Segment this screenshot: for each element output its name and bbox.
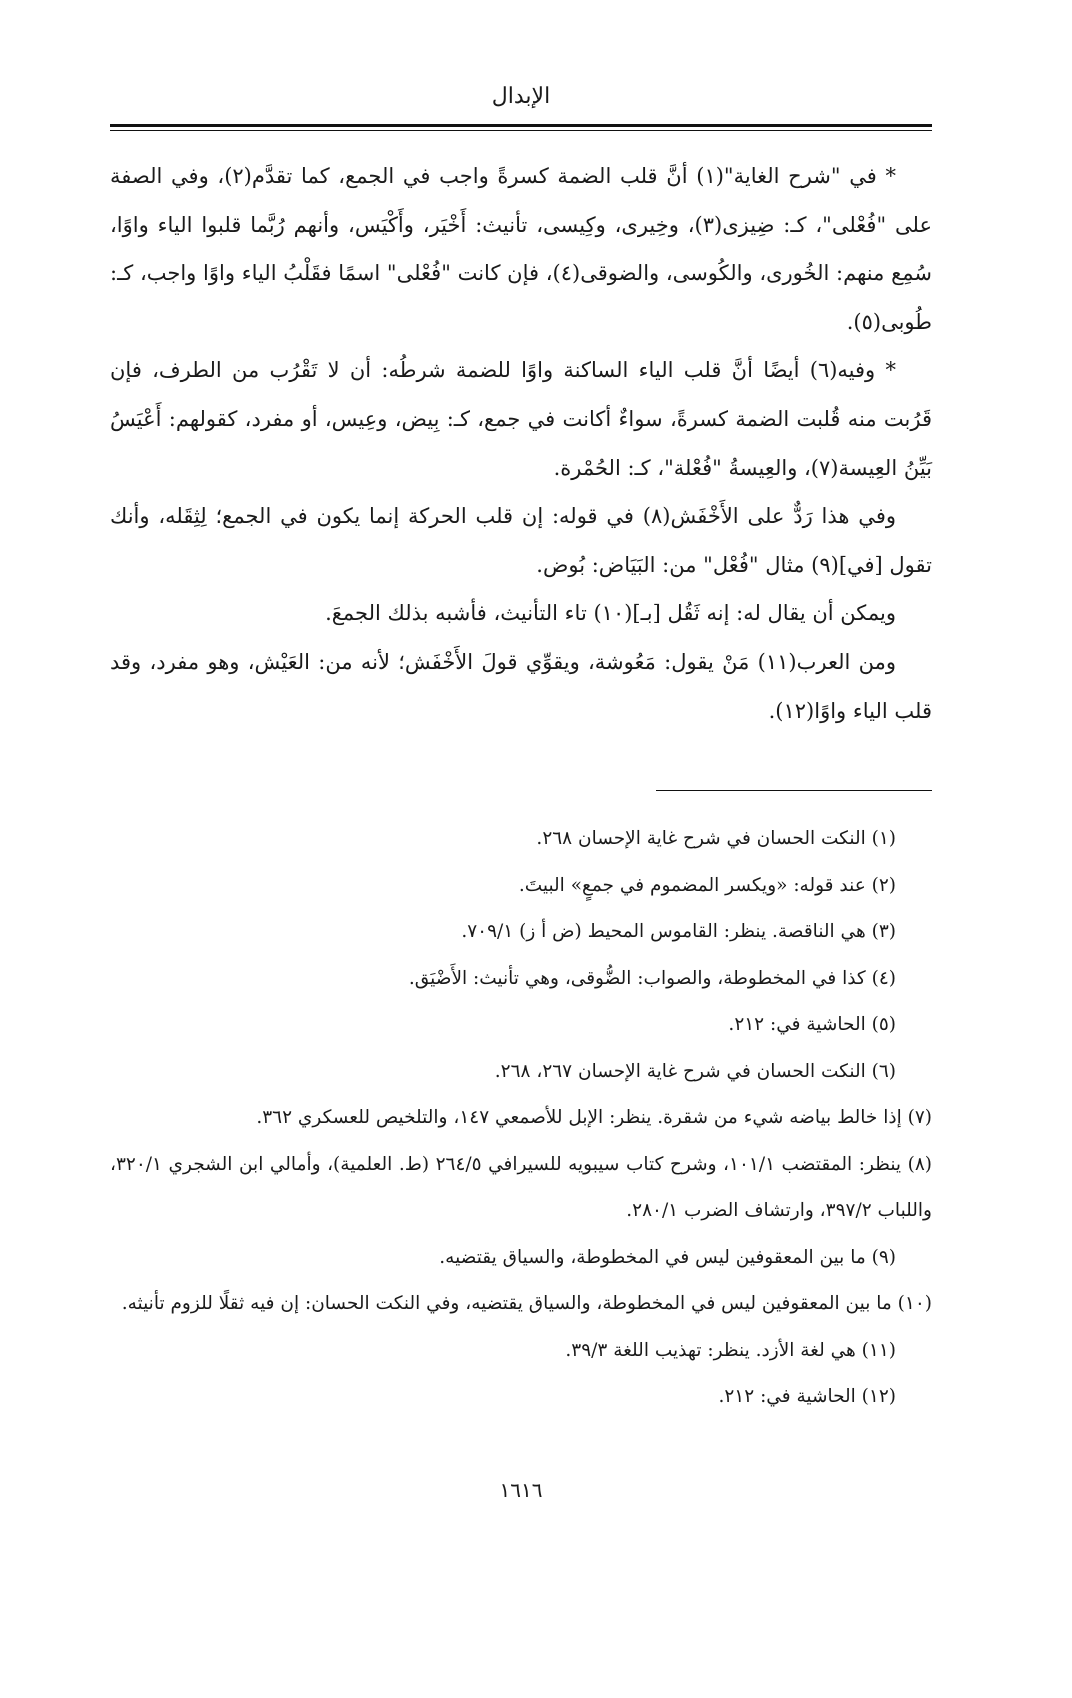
footnotes: [110, 816, 932, 1421]
footnote-10: (١٠) ما بين المعقوفين ليس في المخطوطة، والسياق يقتضيه، وفي النكت الحسان: إن فيه ثقلًا للزوم تأنيثه.: [121, 1293, 932, 1314]
footnote-12: (١٢) الحاشية في: ٢١٢.: [718, 1386, 896, 1407]
running-header-title: الإبدال: [491, 84, 551, 109]
body-paragraph-1: * في "شرح الغاية"(١) أنَّ قلب الضمة كسرةً واجب في الجمع، كما تقدَّم(٢)، وفي الصفة على "فُعْلى"، كـ: ضِيزى(٣)، وخِيرى، وكِيسى، تأنيث: أَخْيَر، وأَكْيَس، وأنهم رُبَّما قلبوا الياء واوًا، سُمِع منهم: الخُورى، والكُوسى، والضوقى(٤)، فإن كانت "فُعْلى" اسمًا فقَلْبُ الياء واوًا واجب، كـ: طُوبى(٥).: [110, 164, 933, 334]
body-paragraph-2: * وفيه(٦) أيضًا أنَّ قلب الياء الساكنة واوًا للضمة شرطُه: أن لا تَقْرُب من الطرف، فإن قَرُبت منه قُلبت الضمة كسرةً، سواءٌ أكانت في جمع، كـ: بِيض، وعِيس، أو مفرد، كقولهم: أَعْيَسُ بَيِّنُ العِيسة(٧)، والعِيسةُ "فُعْلة"، كـ: الحُمْرة.: [110, 358, 932, 480]
body-paragraph-3: وفي هذا رَدٌّ على الأَخْفَش(٨) في قوله: إن قلب الحركة إنما يكون في الجمع؛ لِثِقَله، وأنك تقول [في](٩) مثال "فُعْل" من: البَيَاض: بُوض.: [110, 504, 932, 577]
footnote-7: (٧) إذا خالط بياضه شيء من شقرة. ينظر: الإبل للأصمعي ١٤٧، والتلخيص للعسكري ٣٦٢.: [256, 1107, 932, 1128]
footnote-separator: [656, 790, 932, 791]
page-number: ١٦١٦: [499, 1478, 543, 1502]
header-rule-thick: [110, 124, 932, 127]
header-rule-thin: [110, 130, 932, 131]
book-page: [110, 0, 932, 1698]
main-text: [110, 152, 932, 735]
footnote-11: (١١) هي لغة الأزد. ينظر: تهذيب اللغة ٣٩/٣.: [565, 1339, 896, 1361]
footnote-9: (٩) ما بين المعقوفين ليس في المخطوطة، والسياق يقتضيه.: [439, 1246, 896, 1268]
footnote-1: (١) النكت الحسان في شرح غاية الإحسان ٢٦٨.: [536, 828, 896, 849]
footnote-5: (٥) الحاشية في: ٢١٢.: [728, 1014, 896, 1035]
footnote-2: (٢) عند قوله: «ويكسر المضموم في جمعٍ» البيتَ.: [518, 874, 896, 896]
body-paragraph-5: ومن العرب(١١) مَنْ يقول: مَعُوشة، ويقوِّي قولَ الأَخْفَش؛ لأنه من: العَيْش، وهو مفرد، وقد قلب الياء واوًا(١٢).: [110, 649, 932, 723]
footnote-6: (٦) النكت الحسان في شرح غاية الإحسان ٢٦٧، ٢٦٨.: [494, 1060, 896, 1082]
footnote-8: (٨) ينظر: المقتضب ١٠١/١، وشرح كتاب سيبويه للسيرافي ٢٦٤/٥ (ط. العلمية)، وأمالي ابن الشجري ٣٢٠/١، واللباب ٣٩٧/٢، وارتشاف الضرب ٢٨٠/١.: [110, 1153, 932, 1221]
footnote-3: (٣) هي الناقصة. ينظر: القاموس المحيط (ض أ ز) ٧٠٩/١.: [461, 921, 896, 942]
body-paragraph-4: ويمكن أن يقال له: إنه ثَقُل [بـ](١٠) تاء التأنيث، فأشبه بذلك الجمعَ.: [325, 601, 896, 626]
footnote-4: (٤) كذا في المخطوطة، والصواب: الضُّوقى، وهي تأنيث: الأَضْيَق.: [408, 967, 896, 989]
